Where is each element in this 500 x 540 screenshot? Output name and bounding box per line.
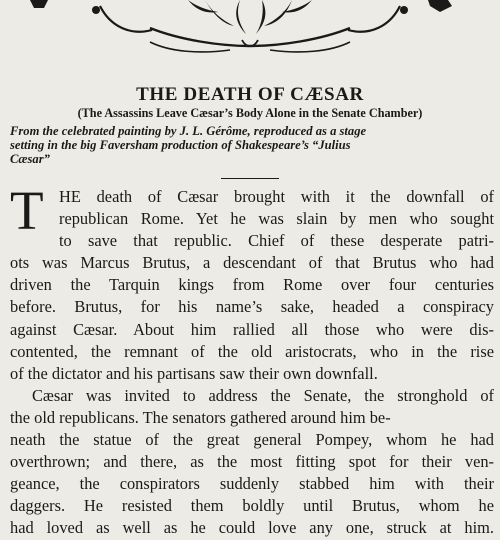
drop-cap: T: [10, 180, 44, 241]
paragraph-line: republican Rome. Yet he was slain by men who sought: [59, 209, 494, 229]
caption-line: From the celebrated painting by J. L. Gérôme, reproduced as a stage: [10, 124, 367, 138]
paragraph-line: neath the statue of the great general Pompey, whom he had: [10, 430, 494, 450]
caption-line: setting in the big Faversham production of Shakespeare’s “Julius: [10, 138, 351, 152]
floral-scroll-ornament-icon: [0, 0, 500, 56]
paragraph-line: daggers. He resisted them boldly until Brutus, whom he: [10, 496, 494, 516]
paragraph-line: to save that republic. Chief of these desperate patri-: [59, 231, 494, 251]
paragraph-line: HE death of Cæsar brought with it the downfall of: [59, 187, 494, 206]
paragraph-line: of the dictator and his partisans saw their own downfall.: [10, 363, 378, 383]
paragraph-line: ots was Marcus Brutus, a descendant of that Brutus who had: [10, 253, 494, 273]
paragraph-line: driven the Tarquin kings from Rome over four centuries: [10, 275, 494, 295]
caption-line: Cæsar”: [10, 152, 50, 166]
paragraph-line: against Cæsar. About him rallied all those who were dis-: [10, 319, 494, 339]
paragraph-line: before. Brutus, for his name’s sake, headed a conspiracy: [10, 297, 494, 317]
article-body: [10, 180, 494, 540]
article-title: THE DEATH OF CÆSAR: [136, 84, 364, 105]
paragraph-line: contented, the remnant of the old aristocrats, who in the rise: [10, 341, 494, 361]
paragraph-line: geance, the conspirators suddenly stabbed him with their: [10, 474, 494, 494]
article-subtitle: (The Assassins Leave Cæsar’s Body Alone in the Senate Chamber): [77, 106, 423, 120]
paragraph-line: overthrown; and there, as the most fitting spot for their ven-: [10, 452, 494, 472]
paragraph-line: Cæsar was invited to address the Senate, the stronghold of: [32, 385, 494, 405]
paragraph-line: the old republicans. The senators gathered around him be-: [10, 407, 391, 427]
section-divider: [221, 178, 279, 179]
image-caption: [10, 124, 494, 166]
paragraph-line-cut: had loved as well as he could love any one, struck at him.: [10, 518, 494, 538]
